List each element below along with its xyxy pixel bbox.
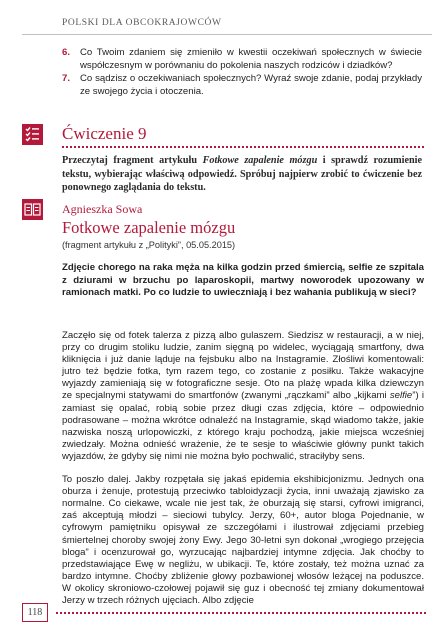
question-item: [62, 73, 422, 98]
header-divider: [22, 34, 432, 35]
paragraph: [62, 330, 424, 463]
footer-divider: [56, 612, 426, 614]
question-text: Co Twoim zdaniem się zmieniło w kwestii oczekiwań społecznych w świecie współczesnym w porównaniu do pokolenia naszych rodziców i dziadków?: [80, 47, 422, 71]
article-source: (fragment artykułu z „Polityki”, 05.05.2015): [62, 240, 236, 250]
instructions-text: Przeczytaj fragment artykułu: [62, 155, 203, 166]
exercise-instructions: [62, 154, 422, 195]
running-header: POLSKI DLA OBCOKRAJOWCÓW: [62, 18, 222, 28]
question-number: 6.: [62, 47, 71, 58]
paragraph: To poszło dalej. Jakby rozpętała się jakaś epidemia ekshibicjonizmu. Jednych ona oburza i żenuje, protestują przeciwko tabloidyzacji życia, inni uważają zjawisko za normalne. Co ciekawe, wcale nie jest tak, że oburzają się starsi, cyfrowi imigranci, zaś akceptują młodzi – sieciowi tubylcy. Jerzy, 60+, autor bloga Pojednanie, w cyfrowym pamiętniku opisywał ze szczegółami i ilustrował zdjęciami przebieg śmiertelnej choroby swojej żony Ewy. Jego 30-letni syn dokonał „wrogiego przejęcia bloga” i ocenzurował go, wyrzucając najbardziej intymne zdjęcia. Jak choćby to przedstawiające Ewę w negliżu, w ubikacji. Te, które zostały, też można uznać za bardzo intymne. Choćby zbliżenie głowy pozbawionej włosów leżącej na poduszce. W okolicy skroniowo-czołowej pojawił się guz i obecność tej zmiany dokumentował Jerzy w trzech różnych ujęciach. Albo zdjęcie: [62, 474, 424, 606]
article-body: [62, 330, 424, 618]
question-text: Co sądzisz o oczekiwaniach społecznych? Wyraź swoje zdanie, podaj przykłady ze swojego życia i otoczenia.: [80, 73, 422, 97]
page-number: 118: [22, 603, 48, 622]
instructions-article-title: Fotkowe zapalenie mózgu: [202, 155, 318, 166]
article-author: Agnieszka Sowa: [62, 202, 143, 216]
article-lead: Zdjęcie chorego na raka męża na kilka godzin przed śmiercią, selfie ze szpitala z dziurami w brzuchu po laparoskopii, martwy noworodek upozowany w ramionach matki. Po co ludzie to uwieczniają i bez wahania publikują w sieci?: [62, 262, 424, 298]
exercise-divider: [62, 146, 424, 148]
paragraph-italic: selfie: [389, 390, 413, 402]
instructions-text: i sprawdź rozumienie tekstu, wybierając właściwą odpowiedź. Spróbuj najpierw zrobić to ćwiczenie bez ponownego zaglądania do tekstu.: [62, 155, 422, 193]
article-title: Fotkowe zapalenie mózgu: [62, 218, 236, 237]
question-list: [62, 47, 422, 99]
checklist-icon: [22, 124, 43, 145]
exercise-title: Ćwiczenie 9: [62, 124, 147, 143]
article-icon: [22, 199, 43, 220]
question-number: 7.: [62, 73, 71, 84]
paragraph-text: ”) i zamiast się opalać, robią sobie przez długi czas zdjęcia, które – odpowiednio podrasowane – można wkrótce odnaleźć na Instagramie, skąd wiadomo także, jakie nazwiska noszą urlopowiczki, z którego kraju pochodzą, jakie miejsca wcześniej zwiedzały. Można odnieść wrażenie, że te sesje to właściwie główny punkt takich wyjazdów, że gdyby się nimi nie można było pochwalić, straciłyby sens.: [62, 390, 425, 462]
question-item: [62, 47, 422, 72]
paragraph-text: Zaczęło się od fotek talerza z pizzą albo gulaszem. Siedzisz w restauracji, a w niej, przy co drugim stoliku ludzie, zanim sięgną po widelec, wyciągają smartfony, dwa kliknięcia i już danie ląduje na fejsbuku albo na Instagramie. Złośliwi komentowali: jutro też będzie fotka, tym razem tego, co zostanie z posiłku. Także wakacyjne wyjazdy zamieniają się w fotograficzne sesje. Oto na plażę wpada kilka dziewczyn ze specjalnymi statywami do smartfonów (zwanymi „rączkami” albo „kijkami: [62, 330, 424, 402]
